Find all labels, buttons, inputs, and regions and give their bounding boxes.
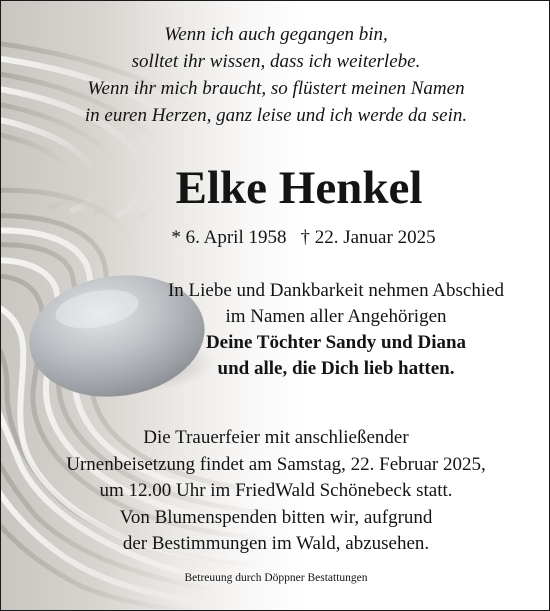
poem-line: Wenn ich auch gegangen bin, — [164, 24, 388, 45]
mourners-line: und alle, die Dich lieb hatten. — [217, 358, 455, 379]
service-line: Von Blumenspenden bitten wir, aufgrund — [119, 506, 433, 528]
obituary-text — [1, 1, 549, 610]
funeral-service-info — [31, 425, 521, 558]
death-date: † 22. Januar 2025 — [300, 227, 436, 248]
service-line: um 12.00 Uhr im FriedWald Schönebeck statt. — [99, 480, 453, 501]
birth-date: * 6. April 1958 — [171, 227, 287, 248]
poem — [41, 21, 511, 129]
farewell-message — [141, 278, 531, 382]
farewell-line: In Liebe und Dankbarkeit nehmen Abschied — [167, 280, 505, 301]
service-line: Urnenbeisetzung findet am Samstag, 22. Februar 2025, — [66, 453, 486, 475]
life-dates — [151, 226, 456, 250]
deceased-name: Elke Henkel — [175, 162, 423, 214]
poem-line: in euren Herzen, ganz leise und ich werde da sein. — [84, 105, 468, 126]
service-line: Die Trauerfeier mit anschließender — [143, 427, 409, 448]
poem-line: Wenn ihr mich braucht, so flüstert meinen Namen — [87, 78, 465, 99]
farewell-line: im Namen aller Angehörigen — [225, 306, 447, 327]
service-line: der Bestimmungen im Wald, abzusehen. — [122, 533, 430, 554]
undertaker-credit: Betreuung durch Döppner Bestattungen — [184, 572, 368, 584]
mourners-line: Deine Töchter Sandy und Diana — [205, 332, 467, 353]
poem-line: solltet ihr wissen, dass ich weiterlebe. — [131, 51, 421, 72]
